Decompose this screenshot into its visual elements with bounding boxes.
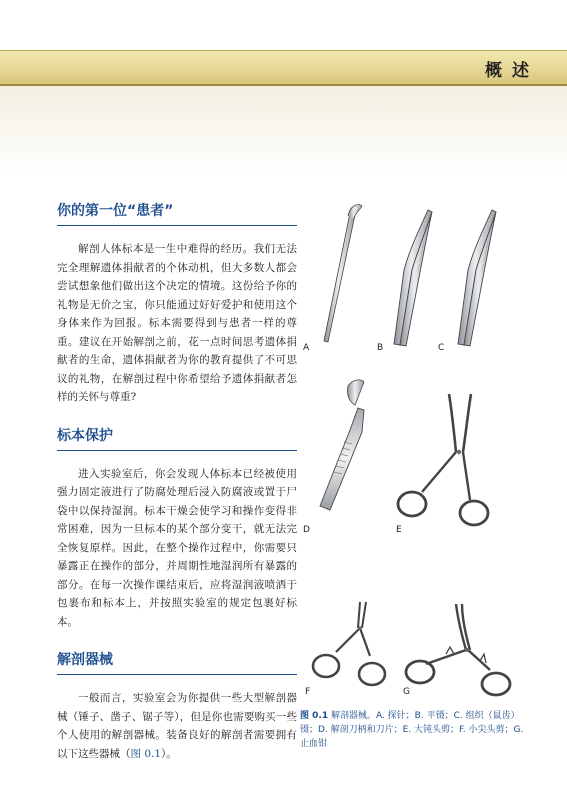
- section-title-instruments: 解剖器械: [57, 649, 297, 675]
- figure-caption-id: 图 0.1: [300, 711, 329, 721]
- text-column: [57, 200, 297, 781]
- header-gradient: [0, 86, 567, 176]
- figure-label-g: G: [403, 687, 410, 697]
- section-title-first-patient: 你的第一位“患者”: [57, 200, 297, 226]
- chapter-header-bar: [0, 50, 567, 86]
- figure-reference-link[interactable]: 图 0.1: [130, 747, 162, 760]
- paragraph-instruments-end: ）。: [161, 747, 177, 760]
- plain-forceps-instrument: [394, 210, 432, 346]
- hemostat-instrument: [406, 604, 510, 695]
- tissue-forceps-instrument: [458, 210, 496, 346]
- paragraph-specimen-care: 进入实验室后，你会发现人体标本已经被使用强力固定液进行了防腐处理后浸入防腐液或置于尸袋中以保持湿润。标本干燥会使学习和操作变得非常困难，因为一旦标本的某个部分变干，就无法完全恢复原样。因此，在整个操作过程中，你需要只暴露正在操作的部分，并周期性地湿润所有暴露的部分。在每一次操作课结束后，应将湿润液喷洒于包裹布和标本上，并按照实验室的规定包裹好标本。: [57, 467, 297, 628]
- figure-caption-text: 解剖器械。A. 探针；B. 平镊；C. 组织（鼠齿）镊；D. 解剖刀柄和刀片；E. 大钝头剪；F. 小尖头剪；G. 止血钳: [300, 711, 524, 749]
- figure-caption: [300, 709, 528, 751]
- figure-label-e: E: [396, 525, 402, 535]
- probe-instrument: [324, 204, 362, 342]
- section-title-specimen-care: 标本保护: [57, 425, 297, 451]
- dissection-instruments-illustration: [300, 200, 540, 700]
- figure-label-a: A: [303, 343, 310, 353]
- scalpel-instrument: [320, 380, 364, 510]
- small-sharp-scissors-instrument: [313, 602, 385, 685]
- blunt-scissors-instrument: [398, 394, 488, 525]
- chapter-title: 概述: [485, 61, 539, 81]
- figure-label-b: B: [377, 343, 384, 353]
- paragraph-first-patient: 解剖人体标本是一生中难得的经历。我们无法完全理解遗体捐献者的个体动机，但大多数人都会尝试想象他们做出这个决定的情境。这份给予你的礼物是无价之宝，你只能通过好好爱护和使用这个身体来作为回报。标本需要得到与患者一样的尊重。建议在开始解剖之前，花一点时间思考遗体捐献者的生命，遗体捐献者为你的教育提供了不可思议的礼物，在解剖过程中你希望给予遗体捐献者怎样的关怀与尊重?: [57, 243, 297, 403]
- paragraph-instruments-text: 一般而言，实验室会为你提供一些大型解剖器械（锤子、凿子、锯子等），但是你也需要购买一些个人使用的解剖器械。装备良好的解剖者需要拥有以下这些器械（: [57, 692, 297, 760]
- figure-label-f: F: [305, 687, 311, 697]
- figure-label-c: C: [438, 343, 445, 353]
- figure-label-d: D: [303, 525, 310, 535]
- paragraph-instruments: [57, 689, 297, 763]
